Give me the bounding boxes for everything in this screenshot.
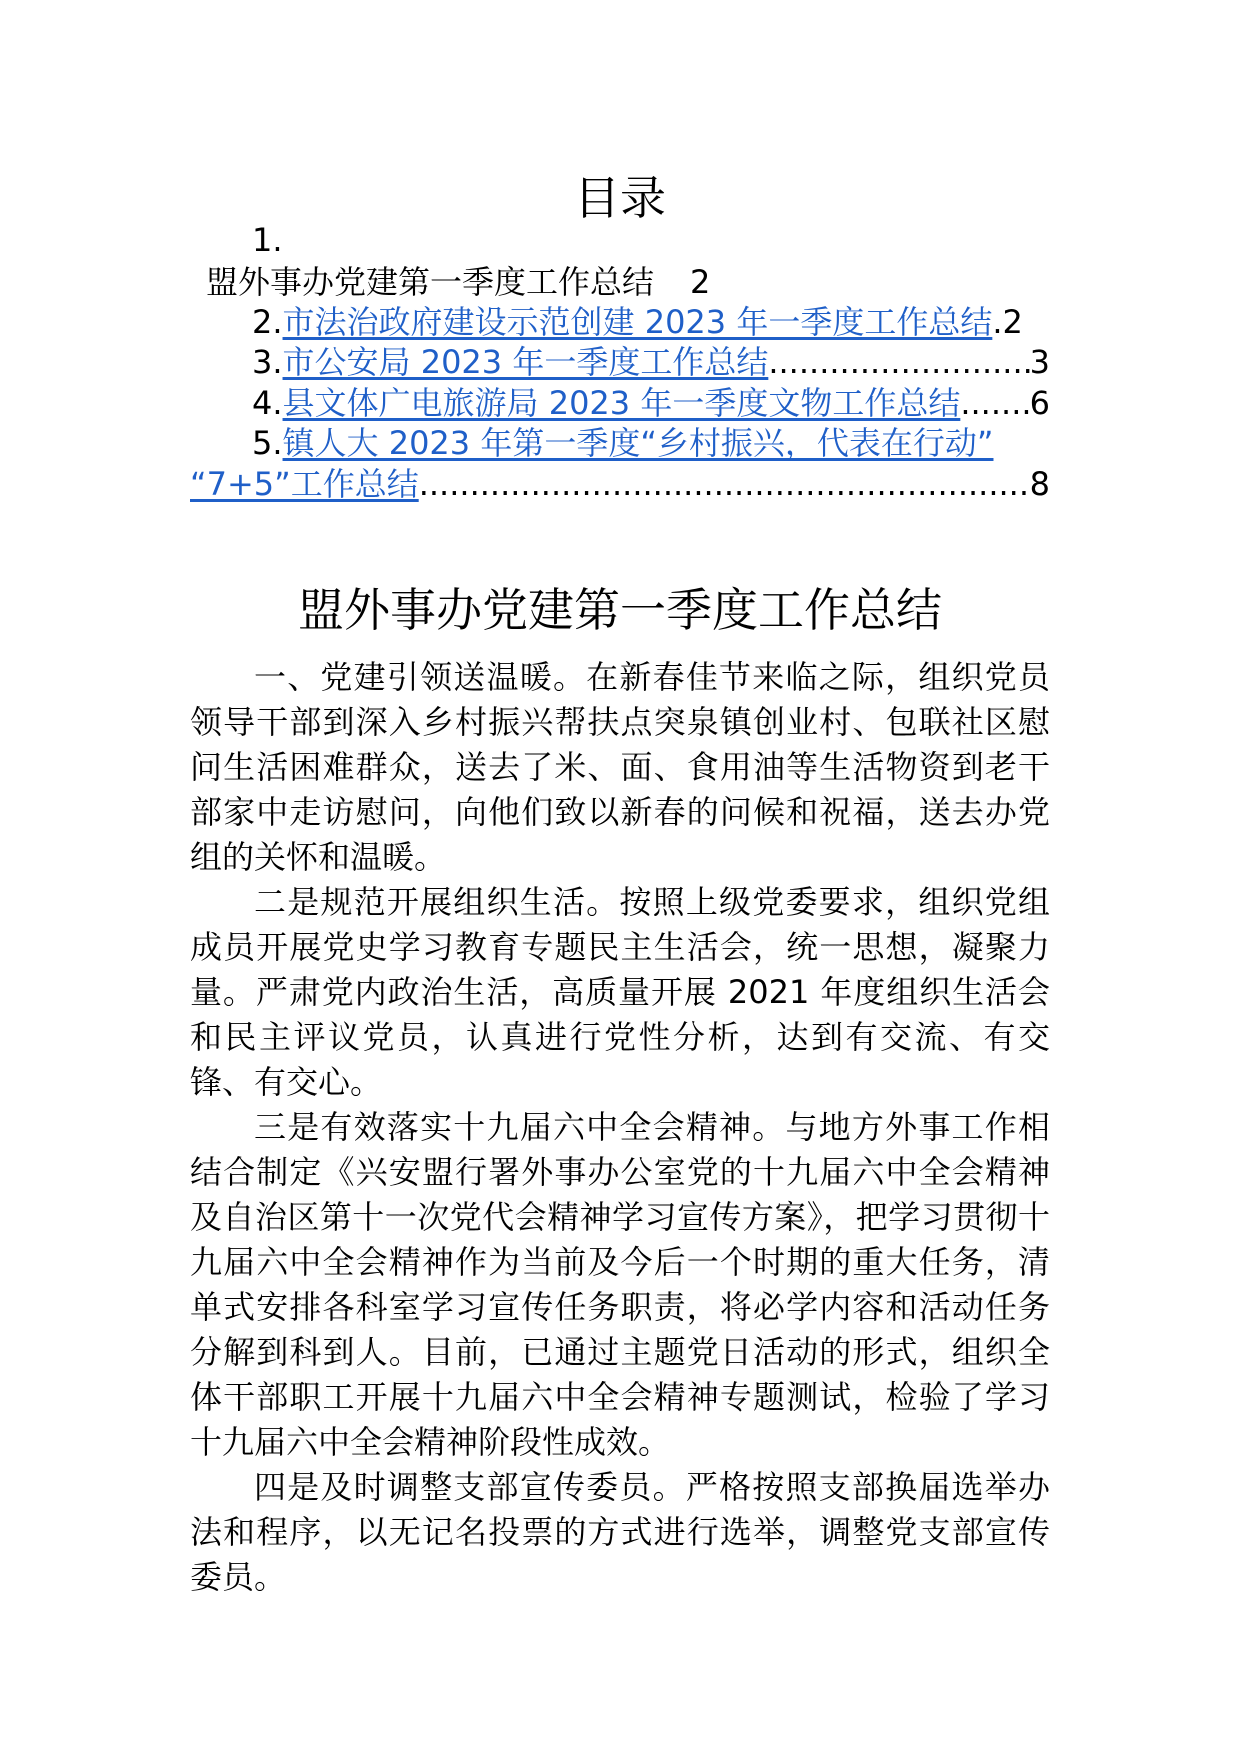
toc-item-1-page: 2 (690, 263, 711, 301)
toc-item-3-page: 3 (1029, 343, 1050, 381)
toc-item-3-number: 3. (252, 343, 283, 381)
toc-item-5-leader (419, 462, 1030, 506)
toc-item-2[interactable] (252, 300, 1023, 344)
toc-item-4-page: 6 (1029, 384, 1050, 422)
paragraph-1: 一、党建引领送温暖。在新春佳节来临之际，组织党员领导干部到深入乡村振兴帮扶点突泉镇创业村、包联社区慰问生活困难群众，送去了米、面、食用油等生活物资到老干部家中走访慰问，向他们致以新春的问候和祝福，送去办党组的关怀和温暖。 (190, 658, 1050, 876)
toc-item-3-link[interactable]: 市公安局 2023 年一季度工作总结 (282, 343, 769, 381)
toc-item-4-leader (960, 381, 1029, 425)
paragraph-2: 二是规范开展组织生活。按照上级党委要求，组织党组成员开展党史学习教育专题民主生活会，统一思想，凝聚力量。严肃党内政治生活，高质量开展 2021 年度组织生活会和民主评议党员，认真进行党性分析，达到有交流、有交锋、有交心。 (190, 883, 1050, 1101)
toc-item-5-link-line2[interactable]: “7+5”工作总结 (190, 465, 419, 503)
toc-item-4[interactable] (252, 381, 1050, 425)
toc-item-1-text[interactable]: 盟外事办党建第一季度工作总结 (206, 263, 655, 301)
document-title: 盟外事办党建第一季度工作总结 (298, 583, 942, 637)
toc-item-5-link-line1[interactable]: 镇人大 2023 年第一季度“乡村振兴，代表在行动” (282, 424, 994, 462)
toc-item-5-line1[interactable] (252, 421, 993, 465)
toc-item-2-number: 2. (252, 303, 283, 341)
toc-item-1[interactable] (206, 260, 710, 304)
paragraph-3: 三是有效落实十九届六中全会精神。与地方外事工作相结合制定《兴安盟行署外事办公室党的十九届六中全会精神及自治区第十一次党代会精神学习宣传方案》，把学习贯彻十九届六中全会精神作为当前及今后一个时期的重大任务，清单式安排各科室学习宣传任务职责，将必学内容和活动任务分解到科到人。目前，已通过主题党日活动的形式，组织全体干部职工开展十九届六中全会精神专题测试，检验了学习十九届六中全会精神阶段性成效。 (190, 1108, 1050, 1461)
toc-item-4-link[interactable]: 县文体广电旅游局 2023 年一季度文物工作总结 (282, 384, 961, 422)
toc-item-3-leader (768, 340, 1029, 384)
toc-item-2-link[interactable]: 市法治政府建设示范创建 2023 年一季度工作总结 (282, 303, 993, 341)
toc-item-5-page: 8 (1029, 465, 1050, 503)
paragraph-4: 四是及时调整支部宣传委员。严格按照支部换届选举办法和程序，以无记名投票的方式进行选举，调整党支部宣传委员。 (190, 1468, 1050, 1596)
toc-item-2-page: .2 (992, 303, 1023, 341)
toc-title: 目录 (574, 171, 666, 225)
toc-item-4-number: 4. (252, 384, 283, 422)
toc-item-1-number: 1. (252, 221, 283, 259)
toc-item-3[interactable] (252, 340, 1050, 384)
toc-item-5-number: 5. (252, 424, 283, 462)
toc-item-5-line2[interactable] (190, 462, 1050, 506)
